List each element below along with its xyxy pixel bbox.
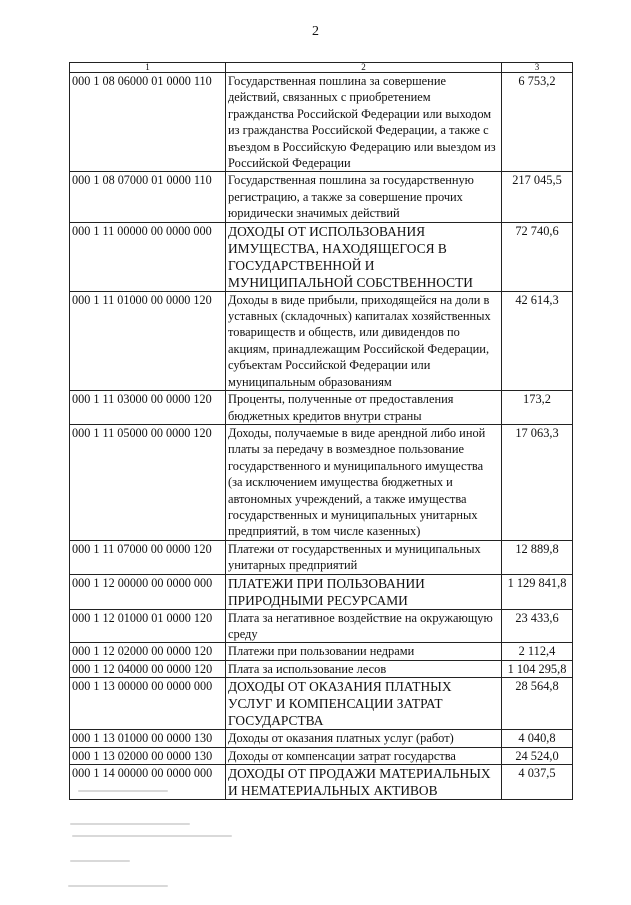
- budget-code-cell: 000 1 11 00000 00 0000 000: [70, 222, 226, 291]
- revenue-name-cell: Платежи при пользовании недрами: [226, 643, 502, 660]
- column-header-name: 2: [226, 63, 502, 73]
- table-row: [70, 540, 573, 574]
- table-row: [70, 643, 573, 660]
- revenue-name-cell: Доходы от оказания платных услуг (работ): [226, 730, 502, 747]
- amount-cell: 28 564,8: [502, 678, 573, 730]
- column-header-amount: 3: [502, 63, 573, 73]
- table-row: [70, 765, 573, 800]
- page-number: 2: [312, 24, 319, 39]
- budget-code-cell: 000 1 13 01000 00 0000 130: [70, 730, 226, 747]
- revenue-group-name-cell: ДОХОДЫ ОТ ОКАЗАНИЯ ПЛАТНЫХ УСЛУГ И КОМПЕНСАЦИИ ЗАТРАТ ГОСУДАРСТВА: [226, 678, 502, 730]
- column-header-code: 1: [70, 63, 226, 73]
- table-row: [70, 730, 573, 747]
- amount-cell: 217 045,5: [502, 172, 573, 222]
- revenue-name-cell: Платежи от государственных и муниципальных унитарных предприятий: [226, 540, 502, 574]
- amount-cell: 17 063,3: [502, 424, 573, 540]
- amount-cell: 173,2: [502, 391, 573, 425]
- revenue-name-cell: Плата за использование лесов: [226, 660, 502, 677]
- budget-code-cell: 000 1 13 00000 00 0000 000: [70, 678, 226, 730]
- revenue-name-cell: Доходы в виде прибыли, приходящейся на доли в уставных (складочных) капиталах хозяйственных товариществ и обществ, или дивидендов по акциям, принадлежащим Российской Федерации, субъектам Российской Федерации или муниципальным образованиям: [226, 291, 502, 390]
- budget-code-cell: 000 1 12 04000 00 0000 120: [70, 660, 226, 677]
- amount-cell: 23 433,6: [502, 609, 573, 643]
- table-header: [70, 63, 573, 73]
- budget-code-cell: 000 1 13 02000 00 0000 130: [70, 747, 226, 764]
- table-row: [70, 574, 573, 609]
- budget-code-cell: 000 1 12 01000 01 0000 120: [70, 609, 226, 643]
- revenue-name-cell: Доходы от компенсации затрат государства: [226, 747, 502, 764]
- table-row: [70, 747, 573, 764]
- table-row: [70, 73, 573, 172]
- revenue-group-name-cell: ДОХОДЫ ОТ ИСПОЛЬЗОВАНИЯ ИМУЩЕСТВА, НАХОДЯЩЕГОСЯ В ГОСУДАРСТВЕННОЙ И МУНИЦИПАЛЬНОЙ СОБСТВЕННОСТИ: [226, 222, 502, 291]
- table-row: [70, 424, 573, 540]
- budget-code-cell: 000 1 11 07000 00 0000 120: [70, 540, 226, 574]
- revenue-name-cell: Доходы, получаемые в виде арендной либо иной платы за передачу в возмездное пользование государственного и муниципального имущества (за исключением имущества бюджетных и автономных учреждений, а также имущества государственных и муниципальных унитарных предприятий, в том числе казенных): [226, 424, 502, 540]
- table-row: [70, 391, 573, 425]
- table-row: [70, 660, 573, 677]
- revenue-group-name-cell: ДОХОДЫ ОТ ПРОДАЖИ МАТЕРИАЛЬНЫХ И НЕМАТЕРИАЛЬНЫХ АКТИВОВ: [226, 765, 502, 800]
- amount-cell: 4 040,8: [502, 730, 573, 747]
- table-row: [70, 172, 573, 222]
- amount-cell: 6 753,2: [502, 73, 573, 172]
- amount-cell: 1 104 295,8: [502, 660, 573, 677]
- budget-code-cell: 000 1 14 00000 00 0000 000: [70, 765, 226, 800]
- amount-cell: 2 112,4: [502, 643, 573, 660]
- revenue-name-cell: Проценты, полученные от предоставления бюджетных кредитов внутри страны: [226, 391, 502, 425]
- budget-code-cell: 000 1 11 01000 00 0000 120: [70, 291, 226, 390]
- table-row: [70, 291, 573, 390]
- revenue-name-cell: Государственная пошлина за совершение действий, связанных с приобретением гражданства Российской Федерации или выходом из гражданства Российской Федерации, а также с въездом в Российскую Федерацию или выездом из Российской Федерации: [226, 73, 502, 172]
- budget-code-cell: 000 1 11 05000 00 0000 120: [70, 424, 226, 540]
- table-row: [70, 678, 573, 730]
- budget-code-cell: 000 1 12 02000 00 0000 120: [70, 643, 226, 660]
- table-row: [70, 609, 573, 643]
- amount-cell: 72 740,6: [502, 222, 573, 291]
- budget-code-cell: 000 1 12 00000 00 0000 000: [70, 574, 226, 609]
- budget-code-cell: 000 1 08 07000 01 0000 110: [70, 172, 226, 222]
- table-body: [70, 73, 573, 800]
- amount-cell: 12 889,8: [502, 540, 573, 574]
- revenue-group-name-cell: ПЛАТЕЖИ ПРИ ПОЛЬЗОВАНИИ ПРИРОДНЫМИ РЕСУРСАМИ: [226, 574, 502, 609]
- budget-code-cell: 000 1 08 06000 01 0000 110: [70, 73, 226, 172]
- revenue-table: [69, 62, 573, 800]
- amount-cell: 42 614,3: [502, 291, 573, 390]
- amount-cell: 24 524,0: [502, 747, 573, 764]
- revenue-name-cell: Плата за негативное воздействие на окружающую среду: [226, 609, 502, 643]
- amount-cell: 1 129 841,8: [502, 574, 573, 609]
- revenue-name-cell: Государственная пошлина за государственную регистрацию, а также за совершение прочих юридически значимых действий: [226, 172, 502, 222]
- table-row: [70, 222, 573, 291]
- amount-cell: 4 037,5: [502, 765, 573, 800]
- budget-code-cell: 000 1 11 03000 00 0000 120: [70, 391, 226, 425]
- header-row: [70, 63, 573, 73]
